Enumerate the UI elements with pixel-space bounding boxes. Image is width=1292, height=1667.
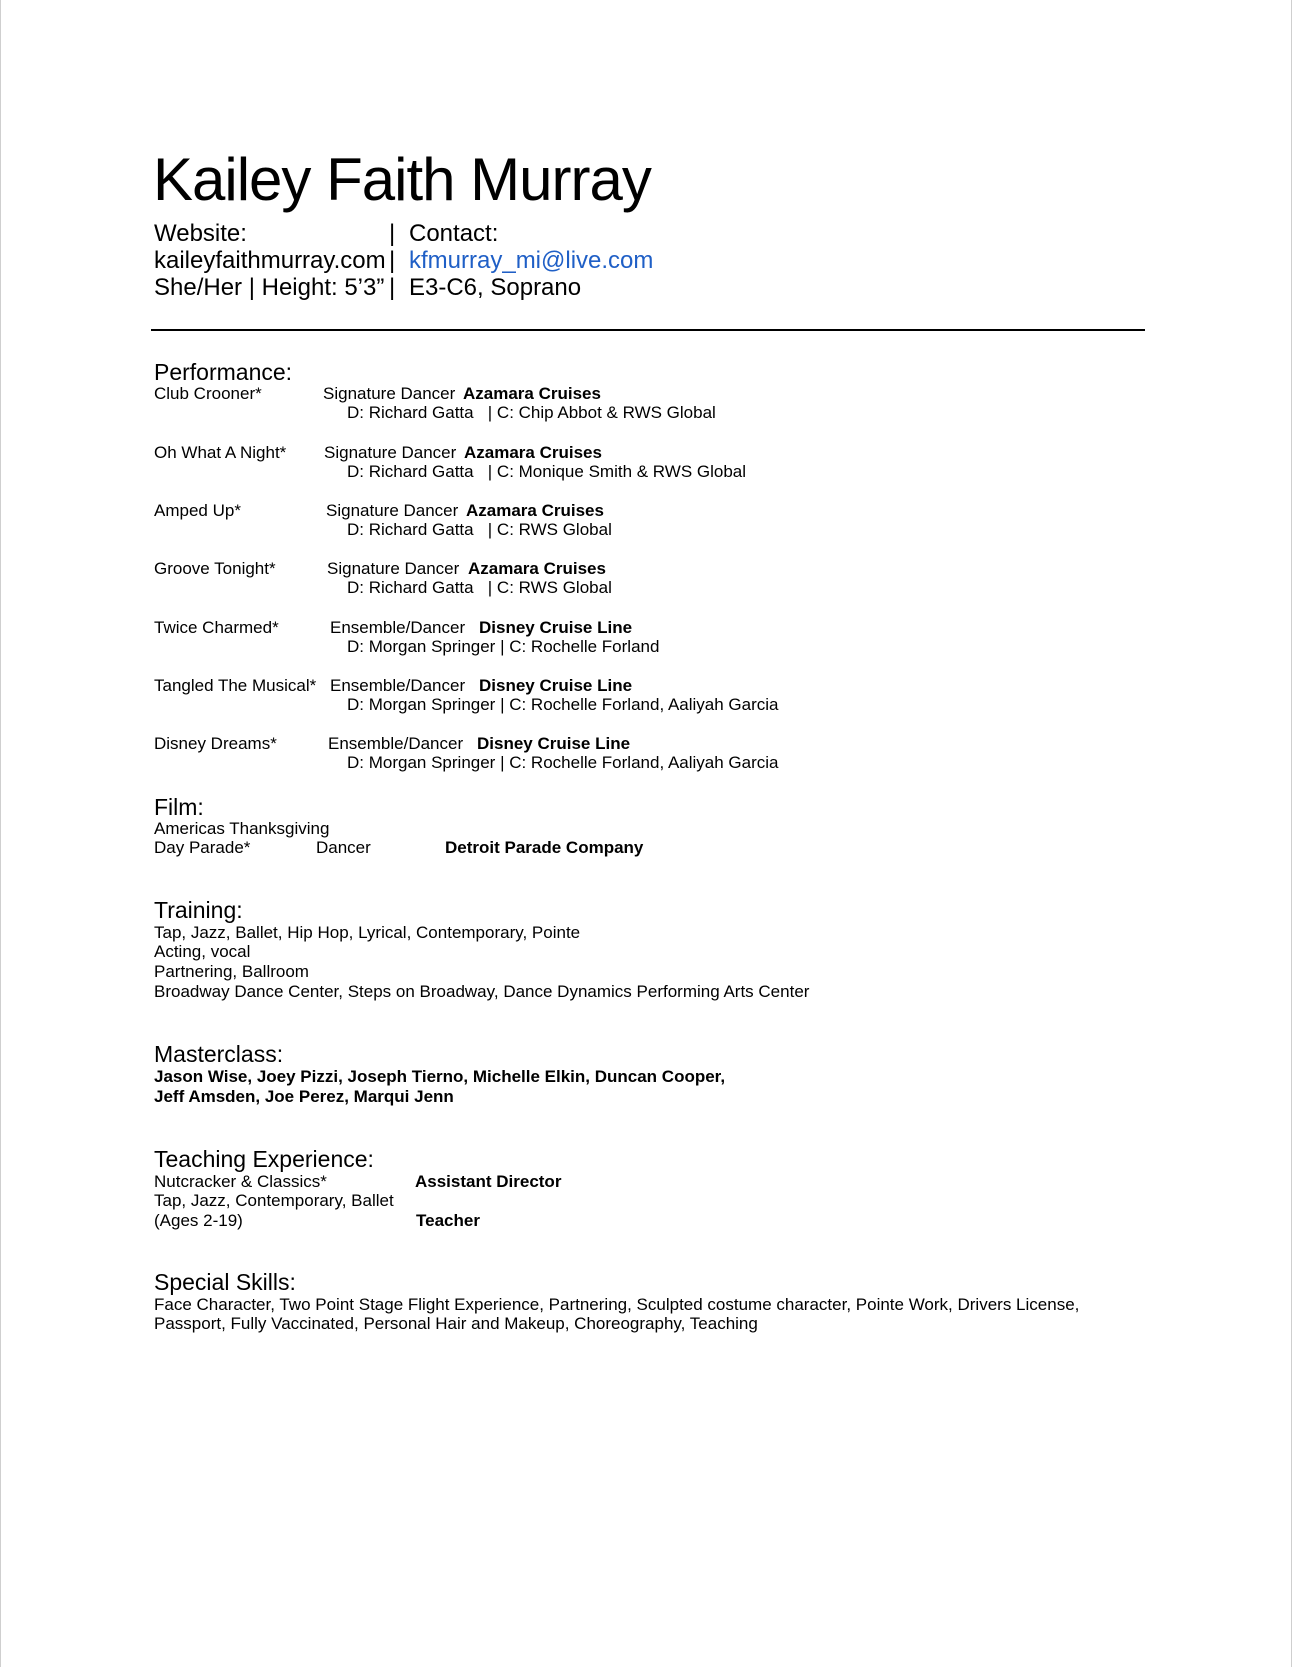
performance-company: Disney Cruise Line [479, 676, 633, 695]
masterclass-heading: Masterclass: [154, 1041, 284, 1067]
performance-company: Azamara Cruises [466, 501, 604, 520]
contact-label: Contact: [409, 220, 499, 247]
teaching-heading: Teaching Experience: [154, 1146, 374, 1172]
performance-show: Amped Up* [154, 501, 241, 520]
header-divider [151, 329, 1145, 331]
header-left-column [154, 220, 386, 301]
performance-credits: D: Richard Gatta | C: Chip Abbot & RWS Global [347, 403, 716, 422]
website-label: Website: [154, 220, 247, 247]
film-role: Dancer [316, 838, 371, 857]
film-heading: Film: [154, 794, 204, 820]
teaching-item: (Ages 2-19) [154, 1211, 243, 1230]
resume-name: Kailey Faith Murray [153, 146, 651, 213]
email-link[interactable]: kfmurray_mi@live.com [409, 247, 654, 274]
performance-show: Club Crooner* [154, 384, 262, 403]
training-line: Partnering, Ballroom [154, 962, 309, 981]
film-show: Day Parade* [154, 838, 251, 857]
pronouns-height: She/Her | Height: 5’3” [154, 274, 385, 301]
skills-line: Passport, Fully Vaccinated, Personal Hair and Makeup, Choreography, Teaching [154, 1314, 758, 1333]
teaching-role: Teacher [416, 1211, 480, 1230]
performance-credits: D: Morgan Springer | C: Rochelle Forland [347, 637, 660, 656]
performance-company: Azamara Cruises [468, 559, 606, 578]
teaching-item: Tap, Jazz, Contemporary, Ballet [154, 1191, 394, 1210]
skills-line: Face Character, Two Point Stage Flight Experience, Partnering, Sculpted costume character, Pointe Work, Drivers License, [154, 1295, 1080, 1314]
performance-credits: D: Richard Gatta | C: Monique Smith & RWS Global [347, 462, 747, 481]
performance-role: Ensemble/Dancer [330, 676, 466, 695]
performance-show: Groove Tonight* [154, 559, 276, 578]
performance-company: Disney Cruise Line [477, 734, 631, 753]
masterclass-line: Jeff Amsden, Joe Perez, Marqui Jenn [154, 1087, 454, 1106]
website-link[interactable]: kaileyfaithmurray.com [154, 247, 386, 274]
voice-range: E3-C6, Soprano [409, 274, 582, 301]
separator: | [389, 220, 396, 247]
performance-credits: D: Morgan Springer | C: Rochelle Forland, Aaliyah Garcia [347, 695, 779, 714]
header-separators [389, 220, 395, 301]
performance-show: Twice Charmed* [154, 618, 279, 637]
header-right-column [409, 220, 653, 301]
separator: | [389, 274, 396, 301]
performance-role: Signature Dancer [324, 443, 457, 462]
teaching-item: Nutcracker & Classics* [154, 1172, 327, 1191]
performance-company: Azamara Cruises [463, 384, 601, 403]
performance-heading: Performance: [154, 359, 293, 385]
performance-role: Signature Dancer [326, 501, 459, 520]
film-company: Detroit Parade Company [445, 838, 644, 857]
teaching-role: Assistant Director [415, 1172, 562, 1191]
training-line: Tap, Jazz, Ballet, Hip Hop, Lyrical, Contemporary, Pointe [154, 923, 581, 942]
performance-role: Ensemble/Dancer [330, 618, 466, 637]
performance-show: Oh What A Night* [154, 443, 287, 462]
performance-credits: D: Morgan Springer | C: Rochelle Forland, Aaliyah Garcia [347, 753, 779, 772]
training-line: Broadway Dance Center, Steps on Broadway, Dance Dynamics Performing Arts Center [154, 982, 810, 1001]
performance-credits: D: Richard Gatta | C: RWS Global [347, 520, 612, 539]
performance-show: Disney Dreams* [154, 734, 277, 753]
training-heading: Training: [154, 897, 243, 923]
performance-company: Disney Cruise Line [479, 618, 633, 637]
masterclass-line: Jason Wise, Joey Pizzi, Joseph Tierno, Michelle Elkin, Duncan Cooper, [154, 1067, 726, 1086]
skills-heading: Special Skills: [154, 1269, 296, 1295]
performance-role: Signature Dancer [323, 384, 456, 403]
performance-company: Azamara Cruises [464, 443, 602, 462]
separator: | [389, 247, 396, 274]
performance-show: Tangled The Musical* [154, 676, 317, 695]
performance-role: Ensemble/Dancer [328, 734, 464, 753]
performance-credits: D: Richard Gatta | C: RWS Global [347, 578, 612, 597]
performance-role: Signature Dancer [327, 559, 460, 578]
training-line: Acting, vocal [154, 942, 251, 961]
film-show: Americas Thanksgiving [154, 819, 330, 838]
